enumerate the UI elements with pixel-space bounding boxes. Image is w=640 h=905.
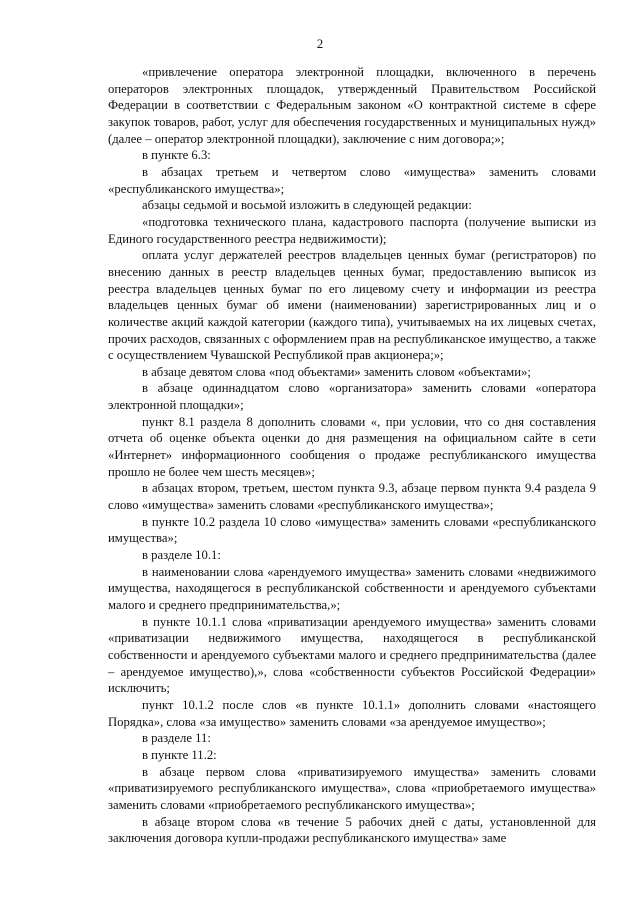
- paragraph: оплата услуг держателей реестров владельцев ценных бумаг (регистраторов) по внесению данных в реестр владельцев ценных бумаг, предоставлению выписок из реестра владельцев ценных бумаг по его лицевому счету и информации из реестра владельцев ценных бумаг об имени (наименовании) зарегистрированных лиц и о количестве акций каждой категории (каждого типа), учитываемых на их лицевых счетах, прочих расходов, связанных с оформлением прав на республиканское имущество, а также с осуществлением Чувашской Республикой прав акционера;»;: [108, 248, 596, 363]
- paragraph: пункт 8.1 раздела 8 дополнить словами «, при условии, что со дня составления отчета об оценке объекта оценки до дня размещения на официальном сайте в сети «Интернет» информационного сообщения о продаже республиканского имущества прошло не более чем шесть месяцев»;: [108, 414, 596, 479]
- paragraph: в разделе 10.1:: [142, 548, 221, 563]
- paragraph: пункт 10.1.2 после слов «в пункте 10.1.1» дополнить словами «настоящего Порядка», слова «за имущество» заменить словами «за арендуемое имущество»;: [108, 697, 596, 729]
- paragraph: «подготовка технического плана, кадастрового паспорта (получение выписки из Единого государственного реестра недвижимости);: [108, 214, 596, 246]
- paragraph: в абзаце девятом слова «под объектами» заменить словом «объектами»;: [142, 364, 531, 379]
- document-body: [108, 64, 596, 847]
- paragraph: в абзаце первом слова «приватизируемого имущества» заменить словами «приватизируемого республиканского имущества», слова «приобретаемого имущества» заменить словами «приобретаемого республиканского имущества»;: [108, 764, 596, 812]
- paragraph: в абзацах третьем и четвертом слово «имущества» заменить словами «республиканского имущества»;: [108, 164, 596, 196]
- paragraph: «привлечение оператора электронной площадки, включенного в перечень операторов электронных площадок, утвержденный Правительством Российской Федерации в соответствии с Федеральным законом «О контрактной системе в сфере закупок товаров, работ, услуг для обеспечения государственных и муниципальных нужд» (далее – оператор электронной площадки), заключение с ним договора;»;: [108, 65, 596, 146]
- paragraph: в наименовании слова «арендуемого имущества» заменить словами «недвижимого имущества, находящегося в республиканской собственности и арендуемого субъектами малого и среднего предпринимательства,»;: [108, 564, 596, 612]
- paragraph: абзацы седьмой и восьмой изложить в следующей редакции:: [142, 198, 472, 213]
- paragraph: в абзаце одиннадцатом слово «организатора» заменить словами «оператора электронной площадки»;: [108, 381, 596, 413]
- paragraph: в абзацах втором, третьем, шестом пункта 9.3, абзаце первом пункта 9.4 раздела 9 слово «имущества» заменить словами «республиканского имущества»;: [108, 481, 596, 513]
- paragraph: в разделе 11:: [142, 731, 211, 746]
- paragraph: в пункте 10.2 раздела 10 слово «имущества» заменить словами «республиканского имущества»;: [108, 514, 596, 546]
- paragraph: в пункте 6.3:: [142, 148, 211, 163]
- page-number: 2: [316, 36, 324, 51]
- paragraph: в пункте 11.2:: [142, 747, 217, 762]
- paragraph: в абзаце втором слова «в течение 5 рабочих дней с даты, установленной для заключения договора купли-продажи республиканского имущества» заме: [108, 814, 596, 846]
- paragraph: в пункте 10.1.1 слова «приватизации арендуемого имущества» заменить словами «приватизации недвижимого имущества, находящегося в республиканской собственности и арендуемого субъектами малого и среднего предпринимательства (далее – арендуемое имущество),», слова «собственности субъектов Российской Федерации» исключить;: [108, 614, 596, 696]
